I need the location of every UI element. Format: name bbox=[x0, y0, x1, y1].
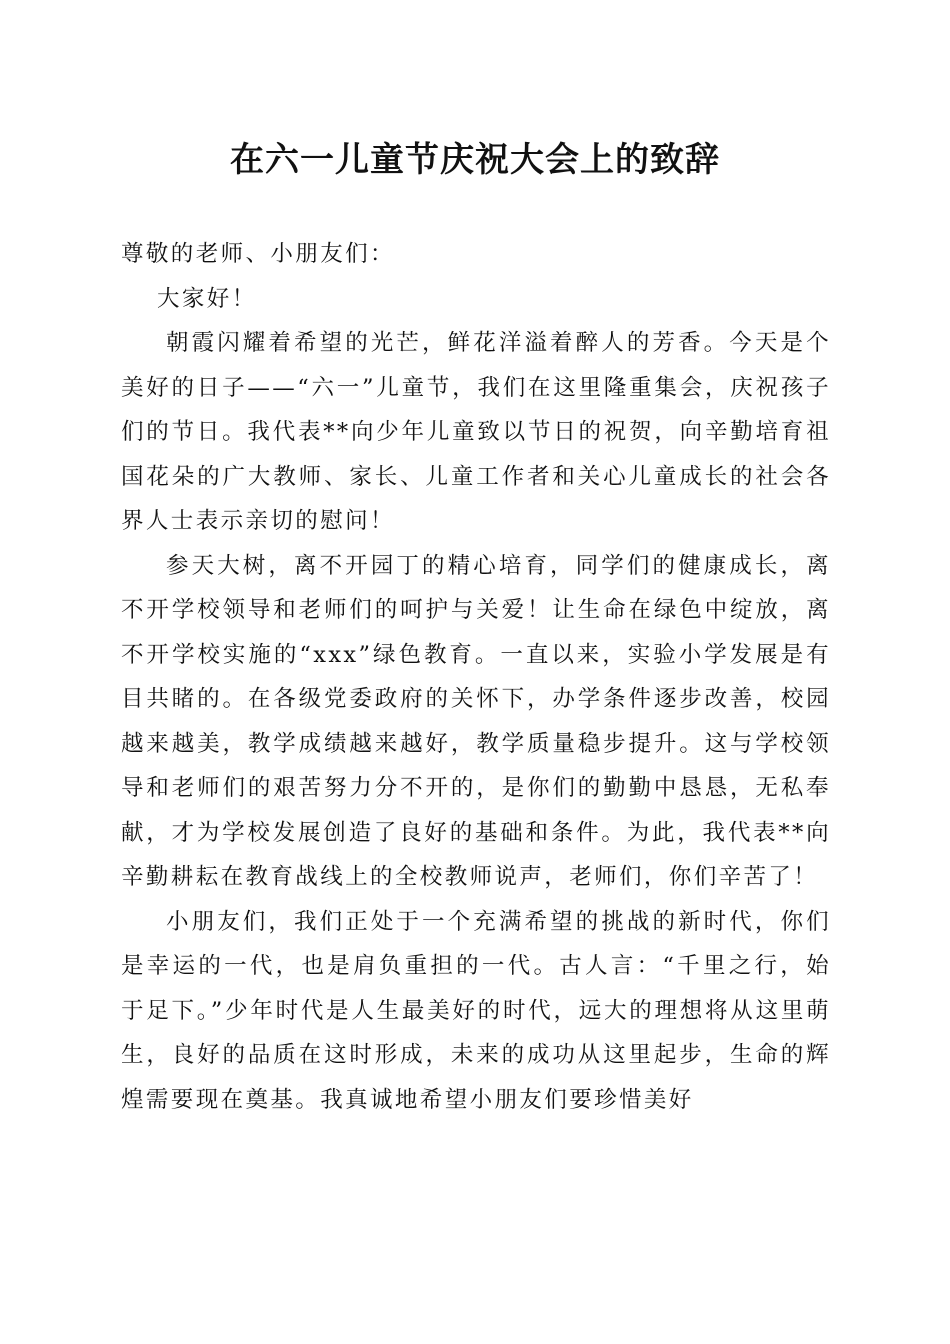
salutation: 尊敬的老师、小朋友们： bbox=[121, 241, 395, 267]
paragraph-3: 小朋友们，我们正处于一个充满希望的挑战的新时代，你们是幸运的一代，也是肩负重担的一代。古人言：“千里之行，始于足下。”少年时代是人生最美好的时代，远大的理想将从这里萌生，良好的品质在这时形成，未来的成功从这里起步，生命的辉煌需要现在奠基。我真诚地希望小朋友们要珍惜美好 bbox=[121, 908, 831, 1113]
document-title: 在六一儿童节庆祝大会上的致辞 bbox=[230, 140, 720, 180]
paragraph-2: 参天大树，离不开园丁的精心培育，同学们的健康成长，离不开学校领导和老师们的呵护与关爱！让生命在绿色中绽放，离不开学校实施的“xxx”绿色教育。一直以来，实验小学发展是有目共睹的。在各级党委政府的关怀下，办学条件逐步改善，校园越来越美，教学成绩越来越好，教学质量稳步提升。这与学校领导和老师们的艰苦努力分不开的，是你们的勤勤中恳恳，无私奉献，才为学校发展创造了良好的基础和条件。为此，我代表**向辛勤耕耘在教育战线上的全校教师说声，老师们，你们辛苦了！ bbox=[121, 552, 831, 890]
greeting: 大家好！ bbox=[157, 285, 257, 312]
document-body bbox=[121, 232, 831, 1122]
paragraph-1: 朝霞闪耀着希望的光芒，鲜花洋溢着醉人的芳香。今天是个美好的日子——“六一”儿童节，我们在这里隆重集会，庆祝孩子们的节日。我代表**向少年儿童致以节日的祝贺，向辛勤培育祖国花朵的广大教师、家长、儿童工作者和关心儿童成长的社会各界人士表示亲切的慰问！ bbox=[121, 330, 831, 534]
